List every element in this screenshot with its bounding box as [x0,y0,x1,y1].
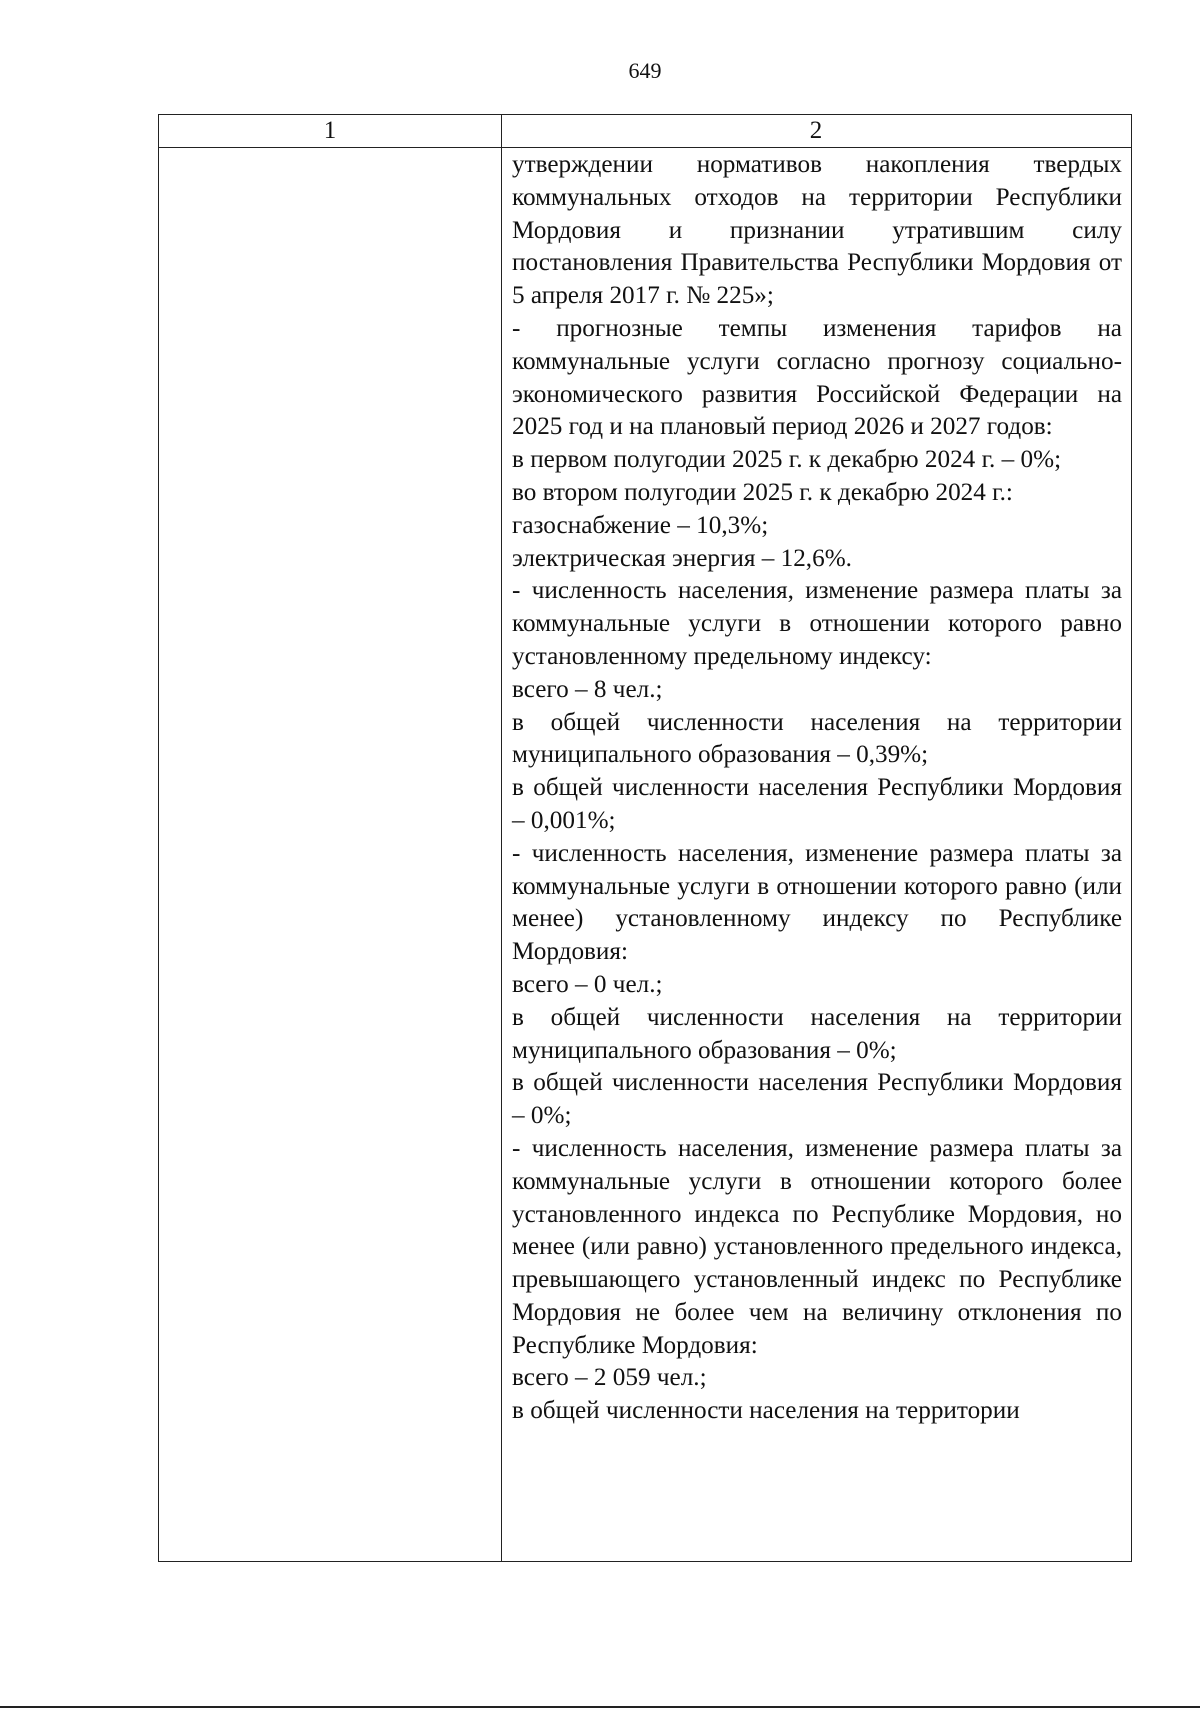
paragraph: - численность населения, изменение размера платы за коммунальные услуги в отношении которого равно (или менее) установленному индексу по Республике Мордовия: [512,839,1122,966]
scan-bottom-edge [0,1706,1200,1708]
table-header-row [159,115,1131,148]
paragraph: во втором полугодии 2025 г. к декабрю 2024 г.: [512,478,1013,506]
paragraph: в общей численности населения на территории [512,1397,1020,1425]
paragraph: утверждении нормативов накопления твердых коммунальных отходов на территории Республики Мордовия и признании утратившим силу постановления Правительства Республики Мордовия от 5 апреля 2017 г. № 225»; [512,151,1122,310]
paragraph: в общей численности населения на территории муниципального образования – 0%; [512,1003,1122,1064]
paragraph: - численность населения, изменение размера платы за коммунальные услуги в отношении которого равно установленному предельному индексу: [512,577,1122,670]
paragraph: всего – 0 чел.; [512,970,663,998]
paragraph: в первом полугодии 2025 г. к декабрю 2024 г. – 0%; [512,446,1062,474]
column-divider [501,115,502,1561]
paragraph: всего – 2 059 чел.; [512,1364,707,1392]
paragraph: в общей численности населения на территории муниципального образования – 0,39%; [512,708,1122,769]
paragraph: в общей численности населения Республики Мордовия – 0,001%; [512,774,1122,834]
document-table [158,114,1132,1562]
paragraph: всего – 8 чел.; [512,675,663,703]
paragraph: - численность населения, изменение размера платы за коммунальные услуги в отношении которого более установленного индекса по Республике Мордовия, но менее (или равно) установленного предельного индекса, превышающего установленный индекс по Республике Мордовия не более чем на величину отклонения по Республике Мордовия: [512,1134,1122,1359]
column-1-header: 1 [323,117,337,144]
column-2-header: 2 [809,117,823,144]
page-number: 649 [628,58,662,83]
paragraph: - прогнозные темпы изменения тарифов на коммунальные услуги согласно прогнозу социально-экономического развития Российской Федерации на 2025 год и на плановый период 2026 и 2027 годов: [512,314,1122,441]
paragraph: газоснабжение – 10,3%; [512,511,769,539]
column-2-content [512,149,1122,1428]
paragraph: электрическая энергия – 12,6%. [512,544,852,572]
paragraph: в общей численности населения Республики Мордовия – 0%; [512,1069,1122,1130]
